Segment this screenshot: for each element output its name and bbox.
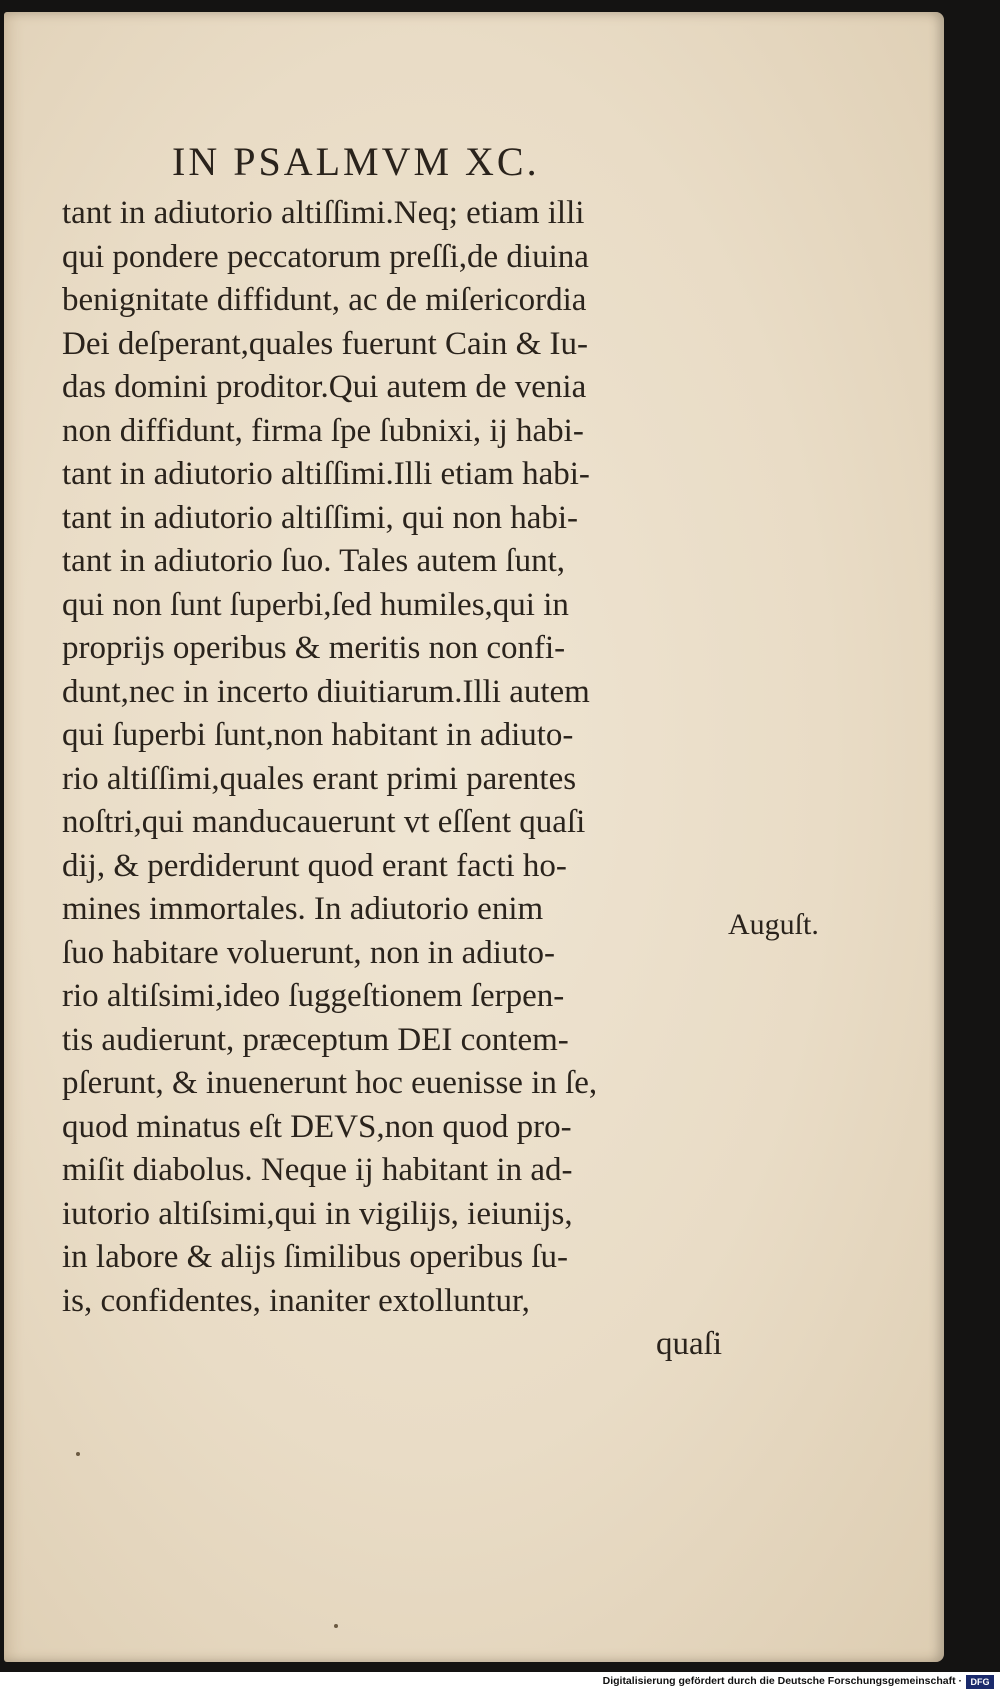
digitization-footer (0, 1672, 1000, 1694)
text-line: proprijs operibus & meritis non confi- (62, 630, 566, 666)
text-line: das domini proditor.Qui autem de venia (62, 369, 587, 405)
text-line: dij, & perdiderunt quod erant facti ho- (62, 847, 567, 884)
text-line: pſerunt, & inuenerunt hoc euenisse in ſe, (62, 1065, 598, 1101)
text-line: Dei deſperant,quales fuerunt Cain & Iu- (62, 325, 588, 362)
text-line: tis audierunt, præceptum DEI contem- (62, 1021, 569, 1058)
text-line: qui non ſunt ſuperbi,ſed humiles,qui in (62, 586, 569, 623)
body-text (62, 192, 722, 1367)
text-line: mines immortales. In adiutorio enim (62, 891, 544, 927)
text-line: tant in adiutorio altiſſimi.Neq; etiam illi (62, 195, 585, 231)
text-line: noſtri,qui manducauerunt vt eſſent quaſi (62, 804, 586, 840)
text-line: rio altiſsimi,ideo ſuggeſtionem ſerpen- (62, 978, 565, 1014)
text-line: tant in adiutorio ſuo. Tales autem ſunt, (62, 543, 565, 579)
text-line: miſit diabolus. Neque ij habitant in ad- (62, 1152, 573, 1188)
dfg-logo: DFG (966, 1675, 994, 1689)
text-line: non diffidunt, firma ſpe ſubnixi, ij habi- (62, 412, 584, 449)
catchword: quaſi (656, 1326, 722, 1362)
text-line: benignitate diffidunt, ac de miſericordia (62, 282, 587, 318)
text-line: quod minatus eſt DEVS,non quod pro- (62, 1108, 572, 1145)
text-line: tant in adiutorio altiſſimi.Illi etiam habi- (62, 456, 590, 492)
paper-speck (334, 1624, 338, 1628)
text-line: iutorio altiſsimi,qui in vigilijs, ieiunijs, (62, 1195, 573, 1232)
text-line: in labore & alijs ſimilibus operibus ſu- (62, 1239, 568, 1275)
text-line: is, confidentes, inaniter extolluntur, (62, 1282, 530, 1319)
text-line: qui pondere peccatorum preſſi,de diuina (62, 238, 589, 275)
text-line: qui ſuperbi ſunt,non habitant in adiuto- (62, 717, 574, 753)
text-line: tant in adiutorio altiſſimi, qui non habi- (62, 499, 579, 536)
paper-speck (76, 1452, 80, 1456)
text-line: dunt,nec in incerto diuitiarum.Illi autem (62, 673, 590, 710)
running-head: IN PSALMVM XC. (172, 139, 540, 184)
text-line: rio altiſſimi,quales erant primi parentes (62, 760, 577, 797)
footer-credit: Digitalisierung gefördert durch die Deutsche Forschungsgemeinschaft · (602, 1675, 962, 1687)
marginal-note: Auguſt. (728, 908, 819, 941)
text-line: ſuo habitare voluerunt, non in adiuto- (62, 934, 556, 971)
